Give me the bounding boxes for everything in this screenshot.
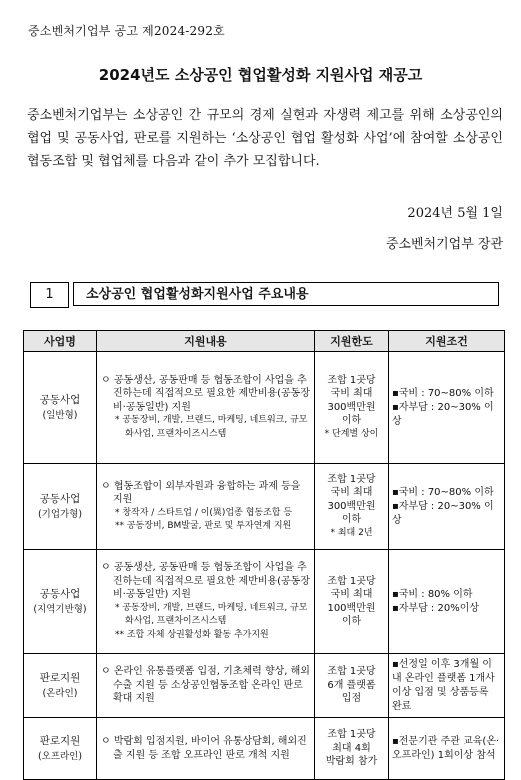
program-type: (기업가형) bbox=[37, 508, 83, 520]
content-line: ㅇ 온라인 유통플랫폼 입점, 기초체력 향상, 해외수출 지원 등 소상공인협동조합 온라인 판로 확대 지원 bbox=[101, 666, 310, 705]
limit-line: 최대 4회 bbox=[332, 742, 371, 754]
content-note: * 창작자 / 스타트업 / 이(異)업종 협동조합 등 bbox=[115, 507, 293, 518]
program-name-cell bbox=[24, 352, 97, 464]
program-name-cell bbox=[24, 550, 97, 654]
program-name-cell bbox=[24, 464, 97, 550]
limit-line: 300백만원 bbox=[327, 401, 376, 413]
limit-line: 이하 bbox=[341, 415, 362, 427]
limit-line: 조합 1곳당 bbox=[327, 575, 376, 587]
limit-line: 국비 최대 bbox=[330, 388, 373, 400]
section-title: 소상공인 협업활성화지원사업 주요내용 bbox=[73, 282, 499, 306]
program-type: (일반형) bbox=[42, 409, 78, 421]
table-header-row bbox=[24, 331, 505, 352]
program-type: (온라인) bbox=[42, 687, 78, 699]
support-condition-cell bbox=[389, 464, 505, 550]
program-name: 공동사업 bbox=[39, 393, 81, 406]
condition-line: ▪국비 : 70~80% 이하 bbox=[392, 486, 494, 498]
table-row bbox=[24, 464, 505, 550]
table-row bbox=[24, 352, 505, 464]
limit-line: 조합 1곳당 bbox=[327, 374, 376, 386]
program-name-cell bbox=[24, 654, 97, 718]
support-limit-cell bbox=[315, 654, 389, 718]
limit-line: 조합 1곳당 bbox=[327, 666, 376, 678]
limit-line: 국비 최대 bbox=[330, 487, 373, 499]
program-type: (지역기반형) bbox=[33, 603, 87, 615]
page-title: 2024년도 소상공인 협업활성화 지원사업 재공고 bbox=[98, 66, 423, 84]
content-line: ㅇ 박람회 입점지원, 바이어 유통상담회, 해외진출 지원 등 조합 오프라인 판로 개척 지원 bbox=[101, 736, 307, 761]
support-condition-cell bbox=[389, 718, 505, 780]
condition-line: ▪선정일 이후 3개월 이내 온라인 플랫폼 1개사 이상 입점 및 상품등록 완료 bbox=[392, 658, 495, 712]
limit-note: * 최대 2년 bbox=[330, 527, 373, 538]
limit-line: 조합 1곳당 bbox=[327, 729, 376, 741]
content-note: * 공동장비, 개발, 브랜드, 마케팅, 네트워크, 규모화사업, 프랜차이즈시스템 bbox=[115, 415, 308, 439]
program-name: 판로지원 bbox=[39, 734, 81, 747]
condition-line: ▪자부담 : 20~30% 이상 bbox=[392, 401, 494, 427]
content-line: ㅇ 공동생산, 공동판매 등 협동조합이 사업을 추진하는데 직접적으로 필요한 제반비용(공동장비·공동일반) 지원 bbox=[101, 562, 310, 600]
content-note: ** 조합 자체 상권활성화 활동 추가지원 bbox=[115, 629, 269, 640]
section-number: 1 bbox=[30, 282, 69, 308]
program-name-cell bbox=[24, 718, 97, 780]
support-content-cell bbox=[97, 654, 315, 718]
table-row bbox=[24, 550, 505, 654]
condition-line: ▪국비 : 70~80% 이하 bbox=[392, 387, 494, 399]
limit-line: 6개 플랫폼 bbox=[327, 679, 376, 691]
column-header: 지원한도 bbox=[315, 331, 389, 352]
support-limit-cell bbox=[315, 352, 389, 464]
support-content-cell bbox=[97, 464, 315, 550]
limit-line: 박람회 참가 bbox=[325, 756, 378, 768]
condition-line: ▪국비 : 80% 이하 bbox=[392, 588, 473, 600]
table-row bbox=[24, 718, 505, 780]
content-note: ** 공동장비, BM발굴, 판로 및 투자연계 지원 bbox=[115, 521, 292, 531]
column-header: 지원조건 bbox=[389, 331, 505, 352]
condition-line: ▪자부담 : 20~30% 이상 bbox=[392, 500, 494, 526]
support-content-cell bbox=[97, 550, 315, 654]
limit-line: 이하 bbox=[341, 616, 362, 627]
content-note: * 공동장비, 개발, 브랜드, 마케팅, 네트워크, 규모화사업, 프랜차이즈시스템 bbox=[115, 602, 308, 626]
support-content-cell bbox=[97, 718, 315, 780]
ministry-signature: 중소벤처기업부 장관 bbox=[385, 237, 503, 252]
column-header: 사업명 bbox=[24, 331, 97, 352]
notice-number: 중소벤처기업부 공고 제2024-292호 bbox=[28, 24, 225, 38]
support-limit-cell bbox=[315, 550, 389, 654]
condition-line: ▪자부담 : 20%이상 bbox=[392, 602, 480, 614]
limit-line: 300백만원 bbox=[327, 500, 376, 512]
table-row bbox=[24, 654, 505, 718]
support-limit-cell bbox=[315, 718, 389, 780]
program-name: 공동사업 bbox=[39, 492, 81, 505]
intro-paragraph: 중소벤처기업부는 소상공인 간 규모의 경제 실현과 자생력 제고를 위해 소상공인의 협업 및 공동사업, 판로를 지원하는 ‘소상공인 협업 활성화 사업’에 참여할 소상공인협동조합 및 협업체를 다음과 같이 추가 모집합니다. bbox=[27, 108, 503, 169]
support-condition-cell bbox=[389, 550, 505, 654]
support-condition-cell bbox=[389, 654, 505, 718]
limit-note: * 단계별 상이 bbox=[324, 428, 379, 439]
program-name: 공동사업 bbox=[39, 587, 81, 600]
support-condition-cell bbox=[389, 352, 505, 464]
column-header: 지원내용 bbox=[97, 331, 315, 352]
program-name: 판로지원 bbox=[39, 671, 81, 684]
content-line: ㅇ 공동생산, 공동판매 등 협동조합이 사업을 추진하는데 직접적으로 필요한 제반비용(공동장비·공동일반) 지원 bbox=[101, 374, 310, 413]
support-limit-cell bbox=[315, 464, 389, 550]
program-table bbox=[23, 330, 505, 780]
support-content-cell bbox=[97, 352, 315, 464]
limit-line: 입점 bbox=[341, 693, 362, 705]
announcement-date: 2024년 5월 1일 bbox=[407, 206, 503, 221]
section-header bbox=[30, 282, 502, 308]
limit-line: 이하 bbox=[341, 514, 362, 526]
condition-line: ▪전문기관 주관 교육(온·오프라인) 1회이상 참석 bbox=[392, 735, 500, 761]
limit-line: 국비 최대 bbox=[330, 589, 373, 600]
limit-line: 100백만원 bbox=[327, 602, 376, 614]
content-line: ㅇ 협동조합이 외부자원과 융합하는 과제 등을 지원 bbox=[101, 480, 301, 505]
program-type: (오프라인) bbox=[37, 750, 83, 762]
limit-line: 조합 1곳당 bbox=[327, 473, 376, 485]
